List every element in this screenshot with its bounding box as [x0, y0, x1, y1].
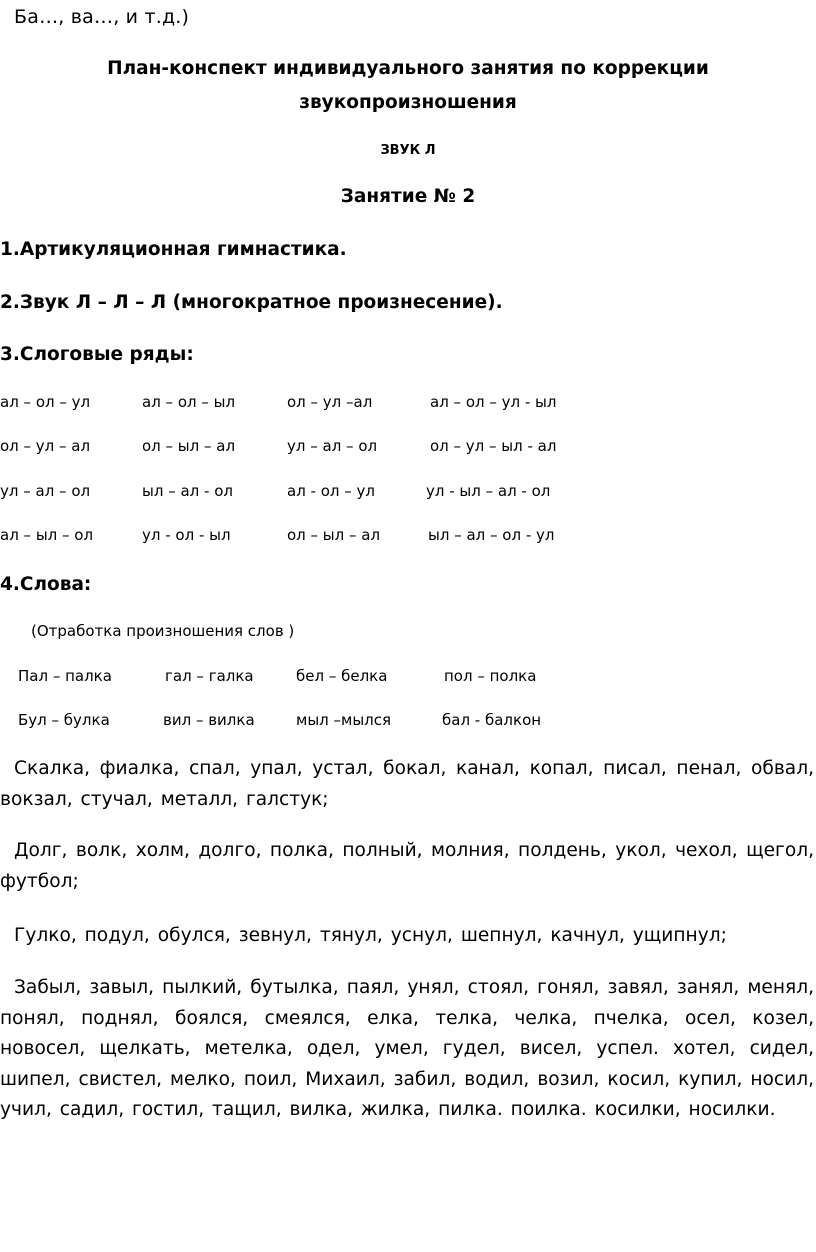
word-paragraph-4-text: Забыл, завыл, пылкий, бутылка, паял, унял, стоял, гонял, завял, занял, менял, понял, поднял, боялся, смеялся, елка, телка, челка, пчелка, осел, козел, новосел, щелкать, метелка, одел, умел, гудел, висел, успел. хотел, сидел, шипел, свистел, мелко, поил, Михаил, забил, водил, возил, косил, купил, носил, учил, садил, гостил, тащил, вилка, жилка, пилка. поилка. косилки, носилки. — [0, 977, 814, 1120]
word-pair-row-1-col-2: гал – галка — [165, 667, 254, 685]
syllable-row-1-col-2: ал – ол – ыл — [142, 393, 236, 411]
syllable-row-2-col-4: ол – ул – ыл - ал — [430, 437, 557, 455]
syllable-row-2-col-1: ол – ул – ал — [0, 437, 91, 455]
word-paragraph-4 — [0, 973, 814, 1126]
header-fragment: Ба…, ва…, и т.д.) — [14, 6, 190, 28]
word-paragraph-3-text: Гулко, подул, обулся, зевнул, тянул, уснул, шепнул, качнул, ущипнул; — [14, 925, 727, 946]
syllable-row-4-col-3: ол – ыл – ал — [287, 526, 381, 544]
section-4-heading: 4.Слова: — [0, 574, 92, 595]
lesson-heading: Занятие № 2 — [340, 186, 476, 207]
word-pair-row-1-col-4: пол – полка — [444, 667, 537, 685]
word-paragraph-2 — [0, 836, 814, 897]
word-pair-row-1-col-1: Пал – палка — [18, 667, 112, 685]
word-pair-row-2-col-4: бал - балкон — [442, 711, 542, 729]
syllable-row-3-col-2: ыл – ал - ол — [142, 482, 233, 500]
document-title-line2: звукопроизношения — [299, 92, 517, 113]
syllable-row-1-col-1: ал – ол – ул — [0, 393, 91, 411]
sound-label: ЗВУК Л — [380, 143, 436, 158]
syllable-row-3-col-1: ул – ал – ол — [0, 482, 91, 500]
syllable-row-3-col-3: ал - ол – ул — [287, 482, 375, 500]
section-3-heading: 3.Слоговые ряды: — [0, 344, 194, 365]
words-note: (Отработка произношения слов ) — [31, 622, 295, 640]
section-1-heading: 1.Артикуляционная гимнастика. — [0, 239, 347, 260]
word-pair-row-2-col-1: Бул – булка — [18, 711, 110, 729]
syllable-row-4-col-1: ал – ыл – ол — [0, 526, 94, 544]
document-title-line1: План-конспект индивидуального занятия по коррекции — [107, 58, 709, 79]
section-2-heading: 2.Звук Л – Л – Л (многократное произнесение). — [0, 292, 503, 313]
word-pair-row-2-col-3: мыл –мылся — [296, 711, 392, 729]
syllable-row-3-col-4: ул - ыл – ал - ол — [426, 482, 551, 500]
syllable-row-2-col-2: ол – ыл – ал — [142, 437, 236, 455]
word-paragraph-3 — [0, 921, 814, 952]
word-pair-row-2-col-2: вил – вилка — [163, 711, 255, 729]
word-paragraph-2-text: Долг, волк, холм, долго, полка, полный, молния, полдень, укол, чехол, щегол, футбол; — [0, 840, 814, 892]
word-paragraph-1 — [0, 754, 814, 815]
syllable-row-1-col-3: ол – ул –ал — [287, 393, 373, 411]
word-pair-row-1-col-3: бел – белка — [296, 667, 388, 685]
syllable-row-4-col-4: ыл – ал – ол - ул — [428, 526, 555, 544]
syllable-row-2-col-3: ул – ал – ол — [287, 437, 378, 455]
syllable-row-1-col-4: ал – ол – ул - ыл — [430, 393, 557, 411]
syllable-row-4-col-2: ул - ол - ыл — [142, 526, 231, 544]
word-paragraph-1-text: Скалка, фиалка, спал, упал, устал, бокал, канал, копал, писал, пенал, обвал, вокзал, стучал, металл, галстук; — [0, 758, 814, 810]
